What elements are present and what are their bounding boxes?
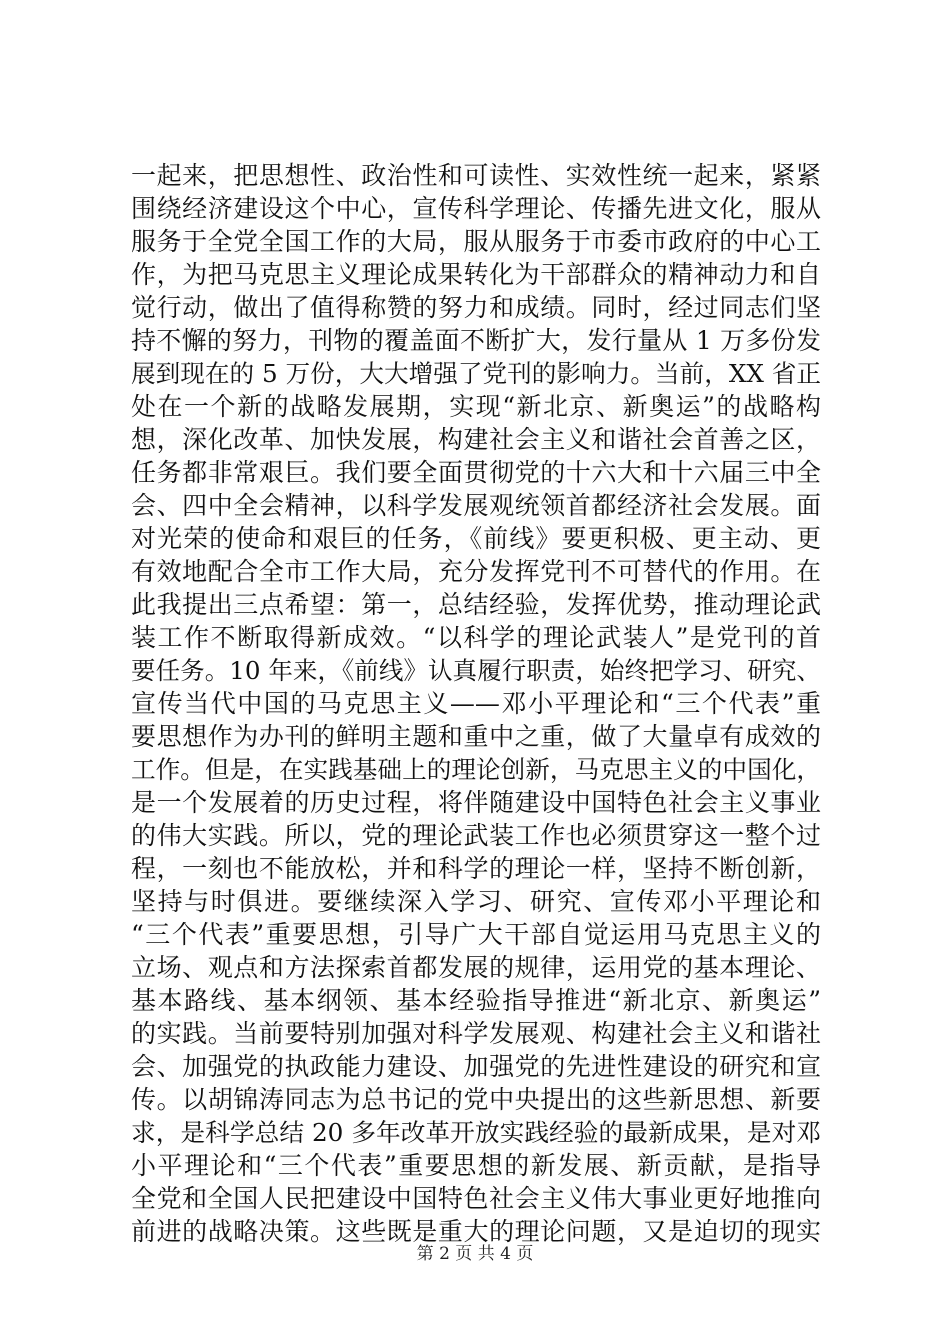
text-line: 工作。但是，在实践基础上的理论创新，马克思主义的中国化， xyxy=(131,755,821,784)
text-line: 想，深化改革、加快发展，构建社会主义和谐社会首善之区， xyxy=(131,425,821,454)
body-text xyxy=(131,159,821,1248)
text-line: 装工作不断取得新成效。“以科学的理论武装人”是党刊的首 xyxy=(131,623,821,652)
text-line: 觉行动，做出了值得称赞的努力和成绩。同时，经过同志们坚 xyxy=(131,293,821,322)
text-line: 作，为把马克思主义理论成果转化为干部群众的精神动力和自 xyxy=(131,260,821,289)
text-line: 前进的战略决策。这些既是重大的理论问题，又是迫切的现实 xyxy=(131,1217,821,1246)
text-line: 任务都非常艰巨。我们要全面贯彻党的十六大和十六届三中全 xyxy=(131,458,821,487)
text-line: 展到现在的 5 万份，大大增强了党刊的影响力。当前，XX 省正 xyxy=(131,359,821,388)
text-line: 服务于全党全国工作的大局，服从服务于市委市政府的中心工 xyxy=(131,227,821,256)
text-line: 的实践。当前要特别加强对科学发展观、构建社会主义和谐社 xyxy=(131,1019,821,1048)
text-line: 要思想作为办刊的鲜明主题和重中之重，做了大量卓有成效的 xyxy=(131,722,821,751)
text-line: 要任务。10 年来，《前线》认真履行职责，始终把学习、研究、 xyxy=(131,656,821,685)
text-line: 会、加强党的执政能力建设、加强党的先进性建设的研究和宣 xyxy=(131,1052,821,1081)
text-line: 会、四中全会精神，以科学发展观统领首都经济社会发展。面 xyxy=(131,491,821,520)
text-line: 有效地配合全市工作大局，充分发挥党刊不可替代的作用。在 xyxy=(131,557,821,586)
text-line: 立场、观点和方法探索首都发展的规律，运用党的基本理论、 xyxy=(131,953,821,982)
text-line: 的伟大实践。所以，党的理论武装工作也必须贯穿这一整个过 xyxy=(131,821,821,850)
text-line: 对光荣的使命和艰巨的任务，《前线》要更积极、更主动、更 xyxy=(131,524,821,553)
text-line: 此我提出三点希望：第一，总结经验，发挥优势，推动理论武 xyxy=(131,590,821,619)
text-line: 求，是科学总结 20 多年改革开放实践经验的最新成果，是对邓 xyxy=(131,1118,821,1147)
text-line: 持不懈的努力，刊物的覆盖面不断扩大，发行量从 1 万多份发 xyxy=(131,326,821,355)
text-line: 传。以胡锦涛同志为总书记的党中央提出的这些新思想、新要 xyxy=(131,1085,821,1114)
text-line: “三个代表”重要思想，引导广大干部自觉运用马克思主义的 xyxy=(131,920,821,949)
text-line: 程，一刻也不能放松，并和科学的理论一样，坚持不断创新， xyxy=(131,854,821,883)
text-line: 宣传当代中国的马克思主义——邓小平理论和“三个代表”重 xyxy=(131,689,821,718)
text-line: 基本路线、基本纲领、基本经验指导推进“新北京、新奥运” xyxy=(131,986,821,1015)
page-footer: 第 2 页 共 4 页 xyxy=(416,1244,534,1264)
text-line: 一起来，把思想性、政治性和可读性、实效性统一起来，紧紧 xyxy=(131,161,821,190)
text-line: 全党和全国人民把建设中国特色社会主义伟大事业更好地推向 xyxy=(131,1184,821,1213)
text-line: 坚持与时俱进。要继续深入学习、研究、宣传邓小平理论和 xyxy=(131,887,821,916)
text-line: 处在一个新的战略发展期，实现“新北京、新奥运”的战略构 xyxy=(131,392,821,421)
text-line: 围绕经济建设这个中心，宣传科学理论、传播先进文化，服从 xyxy=(131,194,821,223)
text-line: 是一个发展着的历史过程，将伴随建设中国特色社会主义事业 xyxy=(131,788,821,817)
text-line: 小平理论和“三个代表”重要思想的新发展、新贡献，是指导 xyxy=(131,1151,821,1180)
